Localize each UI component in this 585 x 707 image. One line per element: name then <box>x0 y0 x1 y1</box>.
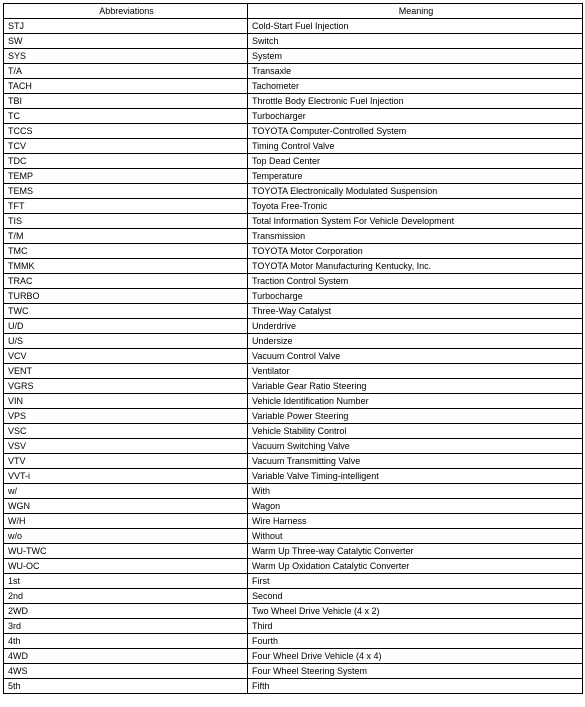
meaning-cell: Cold-Start Fuel Injection <box>248 19 583 34</box>
abbreviation-cell: TBI <box>4 94 248 109</box>
abbreviation-cell: TRAC <box>4 274 248 289</box>
meaning-cell: Vehicle Stability Control <box>248 424 583 439</box>
table-row <box>4 559 583 574</box>
meaning-cell: Vacuum Control Valve <box>248 349 583 364</box>
abbreviation-cell: VENT <box>4 364 248 379</box>
abbreviation-cell: TDC <box>4 154 248 169</box>
abbreviation-cell: VCV <box>4 349 248 364</box>
table-row <box>4 199 583 214</box>
header-meaning: Meaning <box>248 4 583 19</box>
header-abbreviations: Abbreviations <box>4 4 248 19</box>
table-row <box>4 19 583 34</box>
abbreviation-cell: VVT-i <box>4 469 248 484</box>
table-row <box>4 289 583 304</box>
table-row <box>4 424 583 439</box>
table-header-row <box>4 4 583 19</box>
table-row <box>4 34 583 49</box>
table-row <box>4 79 583 94</box>
meaning-cell: TOYOTA Motor Manufacturing Kentucky, Inc. <box>248 259 583 274</box>
table-row <box>4 319 583 334</box>
abbreviation-cell: W/H <box>4 514 248 529</box>
abbreviation-cell: T/M <box>4 229 248 244</box>
abbreviation-cell: 3rd <box>4 619 248 634</box>
table-row <box>4 244 583 259</box>
meaning-cell: Underdrive <box>248 319 583 334</box>
abbreviation-cell: U/D <box>4 319 248 334</box>
abbreviation-cell: WU-TWC <box>4 544 248 559</box>
table-row <box>4 379 583 394</box>
abbreviation-cell: TFT <box>4 199 248 214</box>
abbreviation-cell: STJ <box>4 19 248 34</box>
table-row <box>4 454 583 469</box>
meaning-cell: Without <box>248 529 583 544</box>
table-row <box>4 394 583 409</box>
meaning-cell: Throttle Body Electronic Fuel Injection <box>248 94 583 109</box>
meaning-cell: First <box>248 574 583 589</box>
meaning-cell: Vacuum Transmitting Valve <box>248 454 583 469</box>
table-row <box>4 514 583 529</box>
table-row <box>4 109 583 124</box>
meaning-cell: System <box>248 49 583 64</box>
table-body <box>4 19 583 694</box>
meaning-cell: Transmission <box>248 229 583 244</box>
table-row <box>4 64 583 79</box>
table-row <box>4 124 583 139</box>
abbreviation-cell: 2nd <box>4 589 248 604</box>
table-row <box>4 259 583 274</box>
abbreviation-cell: w/o <box>4 529 248 544</box>
meaning-cell: Transaxle <box>248 64 583 79</box>
table-row <box>4 469 583 484</box>
abbreviation-cell: 1st <box>4 574 248 589</box>
meaning-cell: Fifth <box>248 679 583 694</box>
table-row <box>4 304 583 319</box>
abbreviation-cell: 2WD <box>4 604 248 619</box>
table-row <box>4 649 583 664</box>
table-row <box>4 604 583 619</box>
abbreviation-cell: TC <box>4 109 248 124</box>
meaning-cell: Variable Power Steering <box>248 409 583 424</box>
abbreviation-cell: 5th <box>4 679 248 694</box>
abbreviation-cell: 4WD <box>4 649 248 664</box>
table-row <box>4 229 583 244</box>
abbreviation-cell: WGN <box>4 499 248 514</box>
meaning-cell: Variable Valve Timing-intelligent <box>248 469 583 484</box>
meaning-cell: Traction Control System <box>248 274 583 289</box>
table-row <box>4 364 583 379</box>
meaning-cell: Warm Up Oxidation Catalytic Converter <box>248 559 583 574</box>
meaning-cell: Second <box>248 589 583 604</box>
abbreviation-cell: VPS <box>4 409 248 424</box>
meaning-cell: Four Wheel Steering System <box>248 664 583 679</box>
meaning-cell: Vacuum Switching Valve <box>248 439 583 454</box>
table-row <box>4 184 583 199</box>
abbreviation-cell: WU-OC <box>4 559 248 574</box>
meaning-cell: Fourth <box>248 634 583 649</box>
meaning-cell: Wagon <box>248 499 583 514</box>
table-row <box>4 529 583 544</box>
meaning-cell: Vehicle Identification Number <box>248 394 583 409</box>
table-row <box>4 679 583 694</box>
meaning-cell: TOYOTA Electronically Modulated Suspension <box>248 184 583 199</box>
table-row <box>4 619 583 634</box>
abbreviation-cell: TURBO <box>4 289 248 304</box>
table-row <box>4 484 583 499</box>
table-row <box>4 169 583 184</box>
abbreviation-cell: TIS <box>4 214 248 229</box>
meaning-cell: Toyota Free-Tronic <box>248 199 583 214</box>
table-row <box>4 574 583 589</box>
meaning-cell: Temperature <box>248 169 583 184</box>
table-row <box>4 589 583 604</box>
meaning-cell: Tachometer <box>248 79 583 94</box>
abbreviation-cell: TACH <box>4 79 248 94</box>
abbreviation-cell: 4th <box>4 634 248 649</box>
meaning-cell: Total Information System For Vehicle Development <box>248 214 583 229</box>
meaning-cell: Variable Gear Ratio Steering <box>248 379 583 394</box>
meaning-cell: Wire Harness <box>248 514 583 529</box>
table-row <box>4 49 583 64</box>
abbreviation-cell: TCCS <box>4 124 248 139</box>
table-row <box>4 139 583 154</box>
meaning-cell: Two Wheel Drive Vehicle (4 x 2) <box>248 604 583 619</box>
meaning-cell: Switch <box>248 34 583 49</box>
abbreviation-cell: VTV <box>4 454 248 469</box>
meaning-cell: Warm Up Three-way Catalytic Converter <box>248 544 583 559</box>
meaning-cell: Ventilator <box>248 364 583 379</box>
meaning-cell: With <box>248 484 583 499</box>
abbreviation-cell: TWC <box>4 304 248 319</box>
abbreviation-cell: TEMS <box>4 184 248 199</box>
table-row <box>4 94 583 109</box>
table-row <box>4 439 583 454</box>
abbreviation-cell: SW <box>4 34 248 49</box>
table-row <box>4 214 583 229</box>
abbreviation-cell: VSC <box>4 424 248 439</box>
abbreviation-cell: TEMP <box>4 169 248 184</box>
abbreviation-cell: VIN <box>4 394 248 409</box>
meaning-cell: TOYOTA Computer-Controlled System <box>248 124 583 139</box>
abbreviations-table <box>3 3 583 694</box>
abbreviation-cell: 4WS <box>4 664 248 679</box>
meaning-cell: Four Wheel Drive Vehicle (4 x 4) <box>248 649 583 664</box>
table-row <box>4 499 583 514</box>
abbreviation-cell: TCV <box>4 139 248 154</box>
table-row <box>4 664 583 679</box>
table-row <box>4 544 583 559</box>
meaning-cell: Three-Way Catalyst <box>248 304 583 319</box>
meaning-cell: Turbocharger <box>248 109 583 124</box>
table-row <box>4 634 583 649</box>
meaning-cell: TOYOTA Motor Corporation <box>248 244 583 259</box>
abbreviation-cell: w/ <box>4 484 248 499</box>
table-row <box>4 409 583 424</box>
table-row <box>4 274 583 289</box>
meaning-cell: Third <box>248 619 583 634</box>
table-row <box>4 154 583 169</box>
abbreviation-cell: VSV <box>4 439 248 454</box>
meaning-cell: Timing Control Valve <box>248 139 583 154</box>
abbreviation-cell: T/A <box>4 64 248 79</box>
meaning-cell: Top Dead Center <box>248 154 583 169</box>
abbreviation-cell: TMMK <box>4 259 248 274</box>
abbreviation-cell: U/S <box>4 334 248 349</box>
abbreviation-cell: VGRS <box>4 379 248 394</box>
meaning-cell: Turbocharge <box>248 289 583 304</box>
abbreviation-cell: SYS <box>4 49 248 64</box>
table-row <box>4 349 583 364</box>
abbreviation-cell: TMC <box>4 244 248 259</box>
meaning-cell: Undersize <box>248 334 583 349</box>
table-row <box>4 334 583 349</box>
